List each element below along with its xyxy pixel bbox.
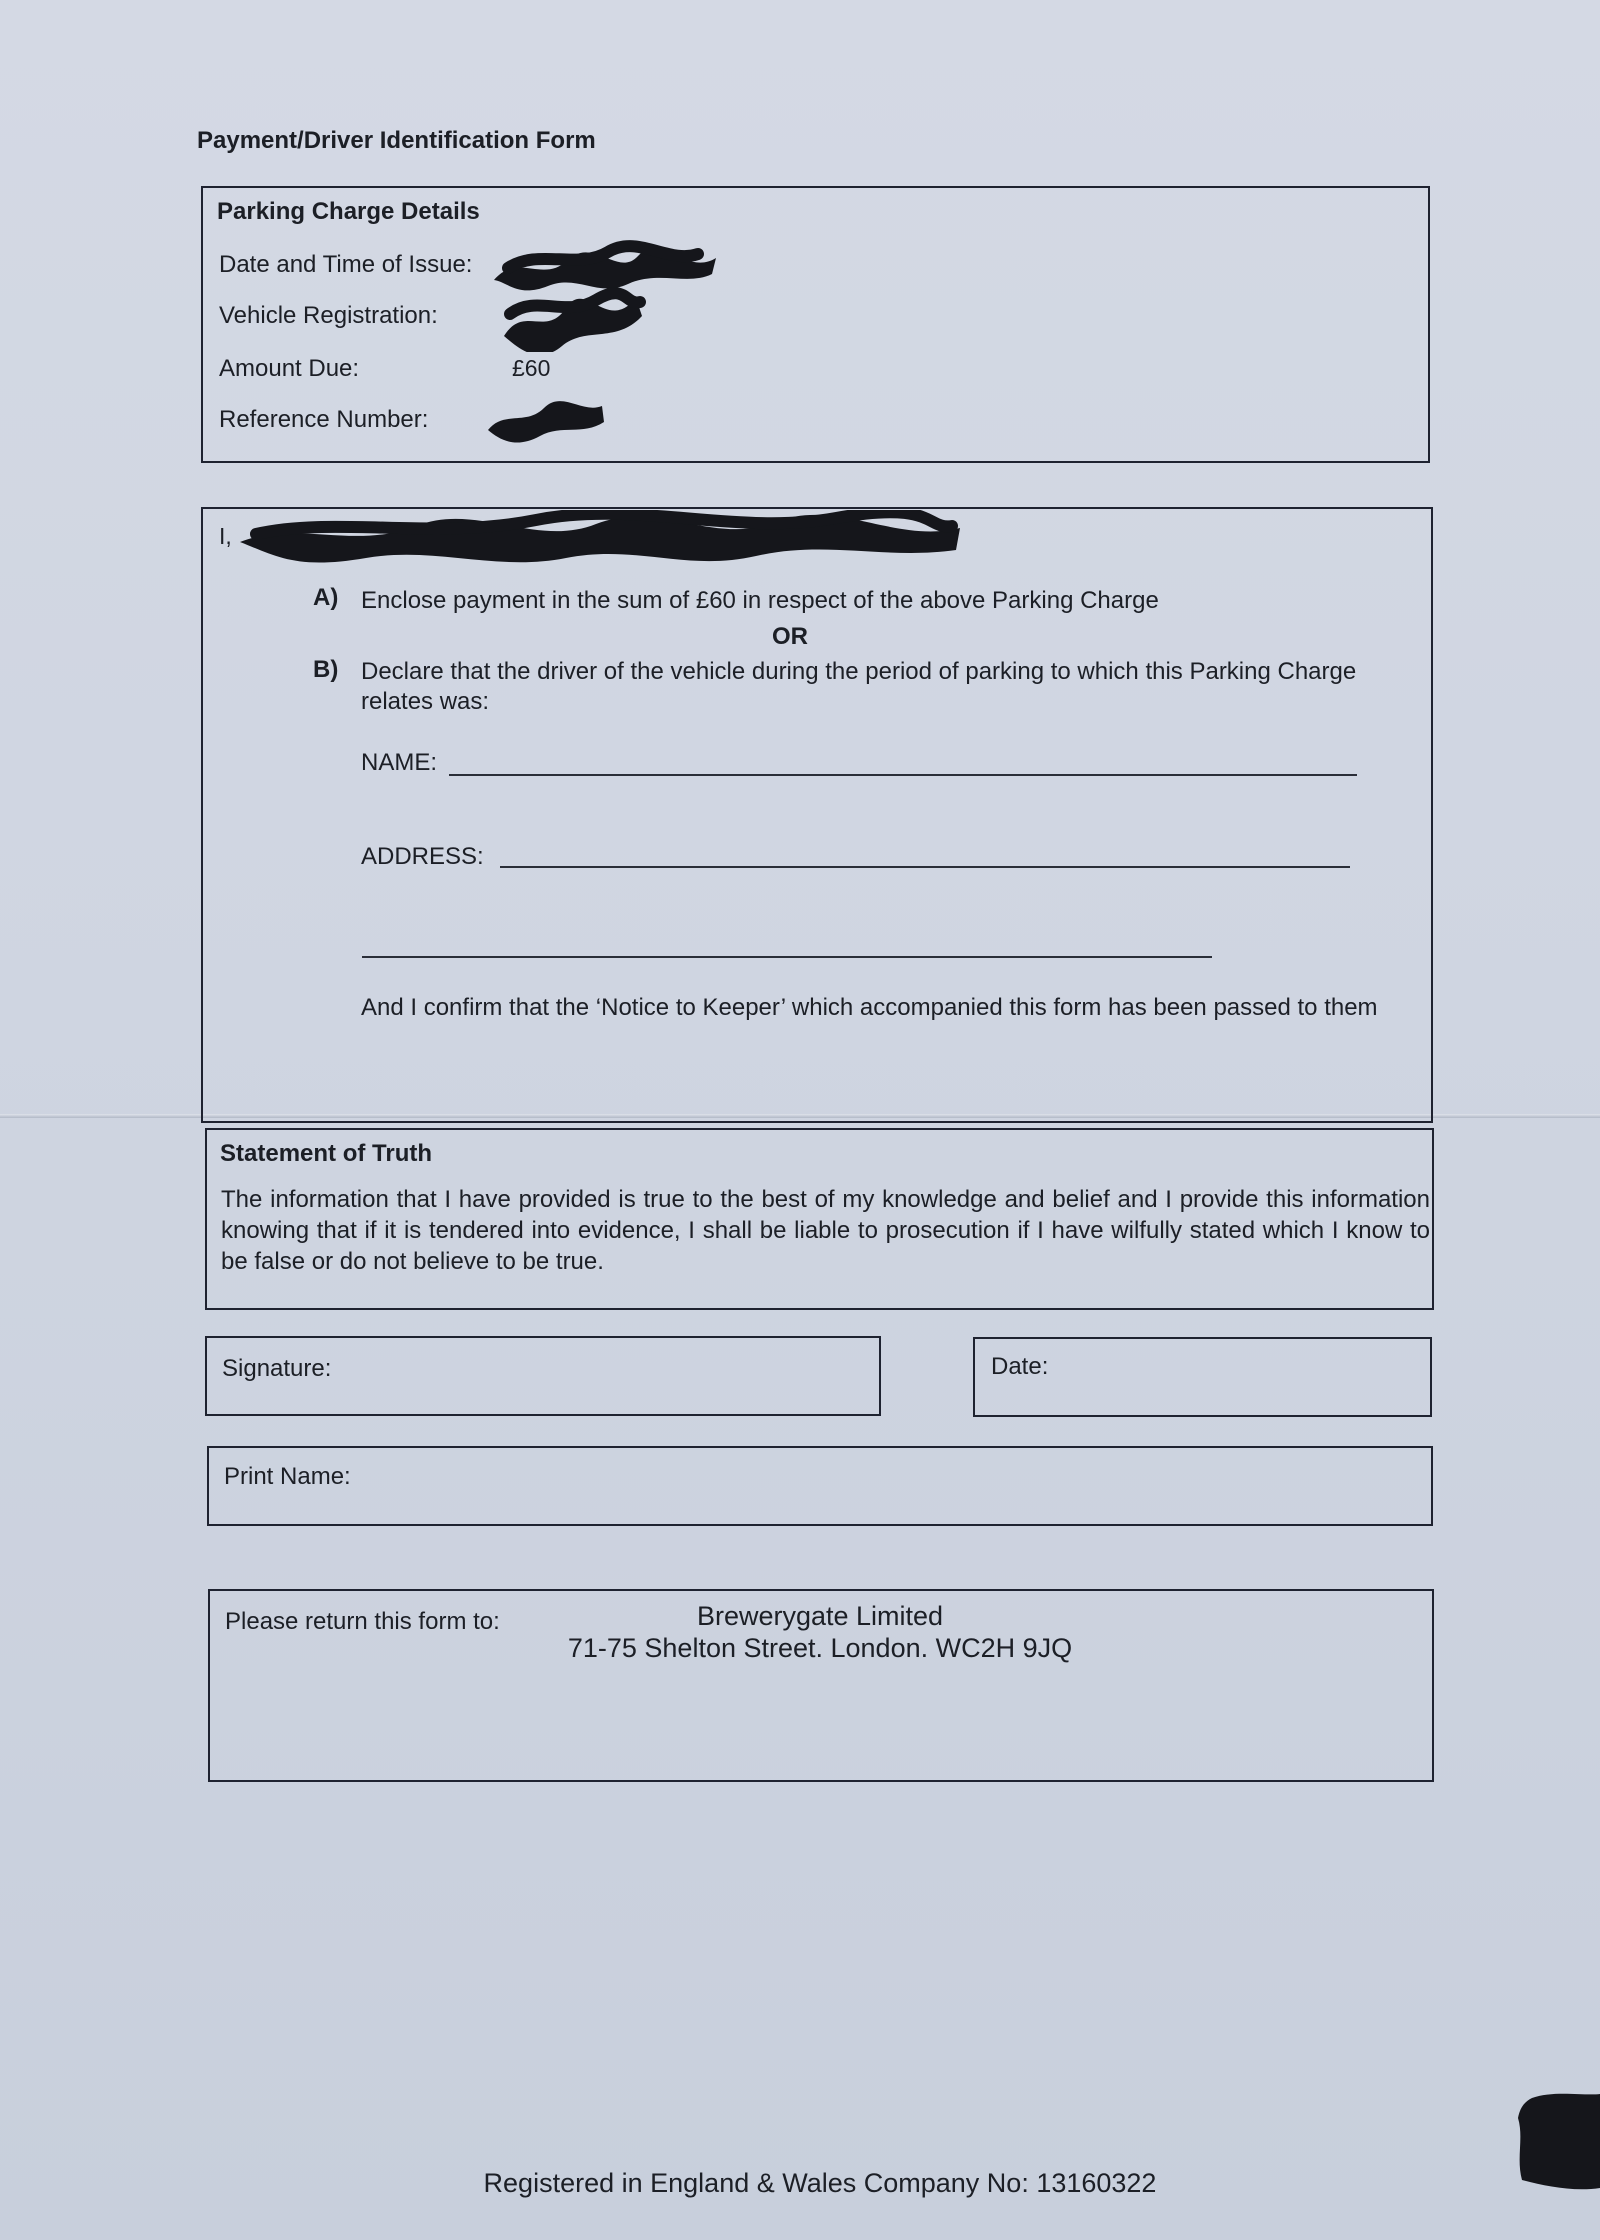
amount-due-value: £60 xyxy=(512,355,551,381)
signature-label: Signature: xyxy=(222,1355,332,1382)
redaction-declarant-name xyxy=(236,510,966,564)
print-name-label: Print Name: xyxy=(224,1463,351,1490)
option-a-letter: A) xyxy=(313,584,339,611)
form-title: Payment/Driver Identification Form xyxy=(197,127,596,154)
driver-name-label: NAME: xyxy=(361,749,438,776)
option-b-letter: B) xyxy=(313,656,339,683)
statement-of-truth-heading: Statement of Truth xyxy=(220,1140,433,1167)
print-name-field[interactable] xyxy=(207,1446,1433,1526)
or-separator: OR xyxy=(772,623,808,650)
company-name: Brewerygate Limited xyxy=(696,1601,944,1631)
company-registration-footer: Registered in England & Wales Company No: 13160322 xyxy=(483,2168,1157,2198)
details-heading: Parking Charge Details xyxy=(217,198,480,225)
statement-of-truth-text: The information that I have provided is true to the best of my knowledge and belief and I provide this information knowing that if it is tendered into evidence, I shall be liable to prosecution if I have wilfully stated which I know to be false or do not believe to be true. xyxy=(221,1186,1430,1275)
redaction-corner xyxy=(1514,2088,1600,2192)
return-label: Please return this form to: xyxy=(225,1608,500,1635)
driver-address-line-2[interactable] xyxy=(362,956,1212,958)
date-time-label: Date and Time of Issue: xyxy=(219,251,473,278)
driver-name-line[interactable] xyxy=(449,774,1357,776)
vehicle-registration-label: Vehicle Registration: xyxy=(219,302,438,329)
driver-address-label: ADDRESS: xyxy=(361,843,484,870)
option-a-text: Enclose payment in the sum of £60 in respect of the above Parking Charge xyxy=(361,587,1159,614)
amount-due-label: Amount Due: xyxy=(219,355,360,382)
redaction-reference xyxy=(482,394,610,444)
declarant-i-label: I, xyxy=(219,523,232,549)
reference-number-label: Reference Number: xyxy=(219,406,429,433)
date-label: Date: xyxy=(991,1353,1049,1380)
option-b-text: Declare that the driver of the vehicle during the period of parking to which this Parking Charge relates was: xyxy=(361,658,1357,715)
company-address: 71-75 Shelton Street. London. WC2H 9JQ xyxy=(567,1633,1073,1663)
redaction-vehicle xyxy=(496,286,648,352)
driver-address-line-1[interactable] xyxy=(500,866,1350,868)
notice-to-keeper-confirmation: And I confirm that the ‘Notice to Keeper’ which accompanied this form has been passed to them xyxy=(361,994,1378,1021)
